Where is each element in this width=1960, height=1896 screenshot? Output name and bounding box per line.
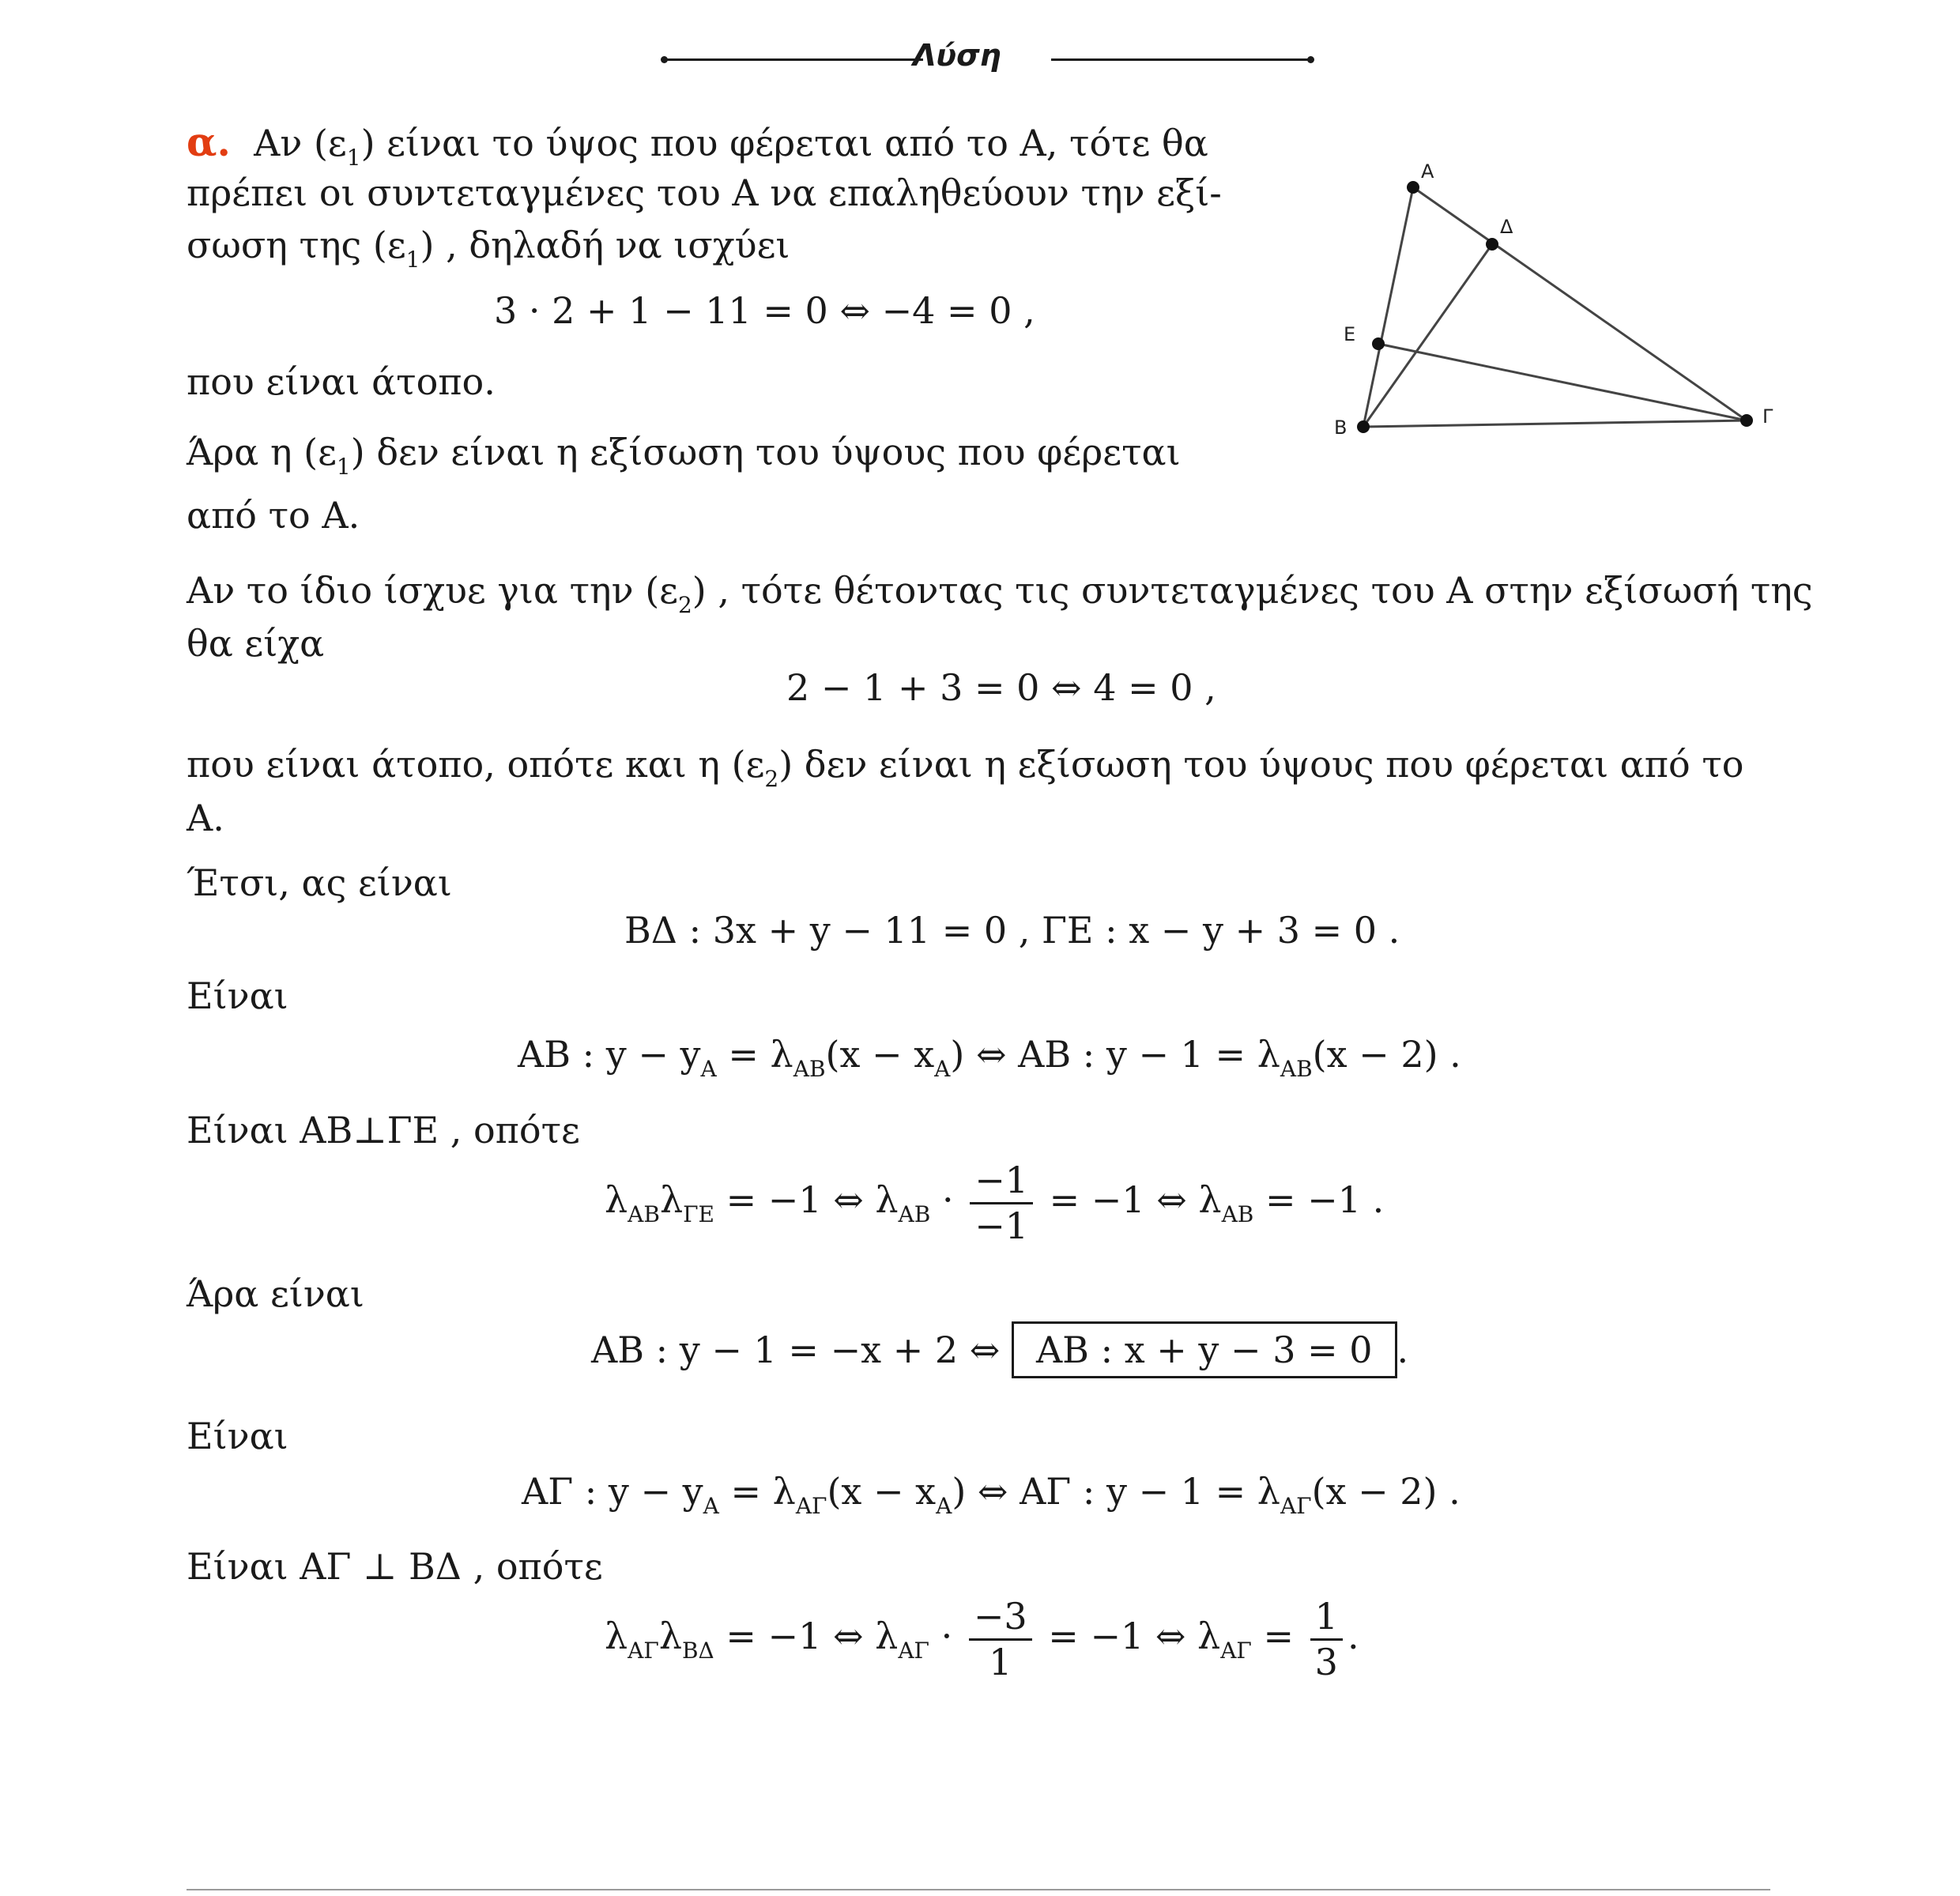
para11: Είναι ΑΓ ⊥ ΒΔ , οπότε: [187, 1545, 603, 1588]
boxed-result-ab: AB : x + y − 3 = 0: [1012, 1321, 1397, 1378]
point-d: [1486, 238, 1498, 251]
equation-1: 3 · 2 + 1 − 11 = 0 ⇔ −4 = 0 ,: [494, 289, 1035, 332]
para5-line2: Α.: [187, 797, 224, 839]
fraction-5: $\frac{-1}{-1}$: [970, 1160, 1033, 1246]
point-a: [1407, 181, 1419, 194]
equation-5: $\lambda_{AB}\lambda_{\Gamma E} = -1$ ⇔ $\lambda_{AB}$ · $\frac{-1}{-1}$ = −1 ⇔ $\lambda_{AB} = -1$ .: [605, 1159, 1385, 1247]
equation-2: 2 − 1 + 3 = 0 ⇔ 4 = 0 ,: [786, 666, 1216, 709]
equation-6: AB : y − 1 = −x + 2 ⇔ AB : x + y − 3 = 0 .: [591, 1321, 1408, 1378]
para1-line2: πρέπει οι συντεταγμένες του Α να επαληθεύουν την εξί-: [187, 172, 1222, 214]
label-a: Α: [1421, 160, 1434, 183]
label-e: Ε: [1344, 323, 1356, 345]
equation-7: ΑΓ : $y - y_A = \lambda_{A\Gamma}(x - x_A)$ ⇔ ΑΓ : $y - 1 = \lambda_{A\Gamma}(x - 2)$ .: [522, 1470, 1461, 1519]
para9: Άρα είναι: [187, 1272, 364, 1315]
header-right-rule: [1051, 58, 1310, 61]
para3-line1: Άρα η $(\varepsilon_1)$ δεν είναι η εξίσωση του ύψους που φέρεται: [187, 431, 1181, 480]
para5-line1: που είναι άτοπο, οπότε και η $(\varepsilon_2)$ δεν είναι η εξίσωση του ύψους που φέρεται από το: [187, 743, 1744, 792]
label-b: Β: [1334, 417, 1348, 439]
footer-rule: [187, 1889, 1770, 1890]
fraction-8b: $\frac{1}{3}$: [1310, 1596, 1343, 1682]
para3-line2: από το Α.: [187, 494, 360, 537]
para8: Είναι AB⊥ΓΕ , οπότε: [187, 1109, 580, 1152]
equation-8: $\lambda_{A\Gamma}\lambda_{B\Delta} = -1$ ⇔ $\lambda_{A\Gamma}$ · $\frac{-3}{1}$ = −1 ⇔ $\lambda_{A\Gamma}$ = $\frac{1}{3}$ .: [605, 1595, 1359, 1683]
para1-line3: σωση της $(\varepsilon_1)$ , δηλαδή να ισχύει: [187, 224, 790, 273]
fraction-8a: $\frac{-3}{1}$: [969, 1596, 1032, 1682]
equation-4: AB : $y - y_A = \lambda_{AB}(x - x_A)$ ⇔ AB : $y - 1 = \lambda_{AB}(x - 2)$ .: [518, 1033, 1461, 1082]
para2: που είναι άτοπο.: [187, 360, 496, 403]
triangle-figure: [1328, 154, 1802, 454]
point-e: [1372, 337, 1385, 350]
section-title: Λύση: [913, 38, 1001, 73]
header-right-dot: [1307, 56, 1314, 63]
part-a-marker: α.: [187, 119, 231, 165]
para4-line2: θα είχα: [187, 622, 325, 665]
point-b: [1357, 420, 1370, 433]
label-g: Γ: [1762, 405, 1773, 428]
para7: Είναι: [187, 974, 288, 1017]
point-g: [1740, 414, 1753, 427]
para6: Έτσι, ας είναι: [187, 861, 452, 904]
para4-line1: Αν το ίδιο ίσχυε για την $(\varepsilon_2)$ , τότε θέτοντας τις συντεταγμένες του Α στην εξίσωσή της: [187, 569, 1813, 618]
para1-line1: α. Αν $(\varepsilon_1)$ είναι το ύψος που φέρεται από το Α, τότε θα: [187, 119, 1208, 171]
header-left-rule: [664, 58, 923, 61]
side-bg: [1363, 420, 1747, 427]
equation-3: ΒΔ : 3x + y − 11 = 0 , ΓΕ : x − y + 3 = 0 .: [624, 909, 1400, 952]
para10: Είναι: [187, 1415, 288, 1457]
label-d: Δ: [1500, 216, 1513, 238]
